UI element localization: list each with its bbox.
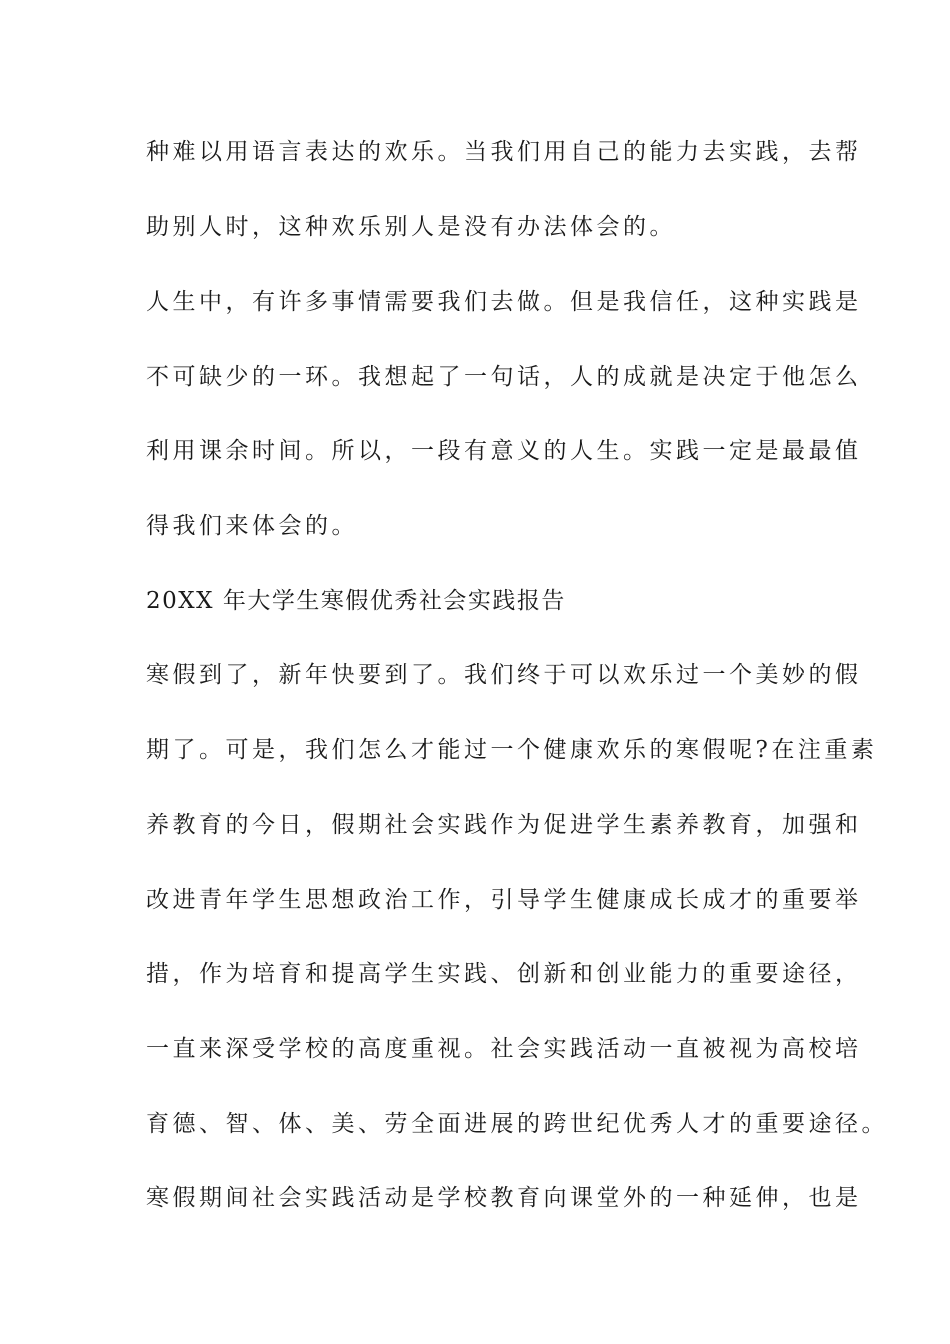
text-line: 得我们来体会的。 xyxy=(146,513,358,539)
text-line: 种难以用语言表达的欢乐。当我们用自己的能力去实践，去帮 xyxy=(146,139,862,165)
text-line: 一直来深受学校的高度重视。社会实践活动一直被视为高校培 xyxy=(146,1036,862,1062)
text-line: 期了。可是，我们怎么才能过一个健康欢乐的寒假呢?在注重素 xyxy=(146,737,878,763)
text-line: 助别人时，这种欢乐别人是没有办法体会的。 xyxy=(146,214,676,240)
text-line: 利用课余时间。所以，一段有意义的人生。实践一定是最最值 xyxy=(146,438,862,464)
text-line: 寒假期间社会实践活动是学校教育向课堂外的一种延伸，也是 xyxy=(146,1185,862,1211)
text-line: 人生中，有许多事情需要我们去做。但是我信任，这种实践是 xyxy=(146,289,862,315)
text-line: 改进青年学生思想政治工作，引导学生健康成长成才的重要举 xyxy=(146,887,862,913)
text-line: 育德、智、体、美、劳全面进展的跨世纪优秀人才的重要途径。 xyxy=(146,1111,888,1137)
text-line: 措，作为培育和提高学生实践、创新和创业能力的重要途径， xyxy=(146,961,862,987)
text-line: 养教育的今日，假期社会实践作为促进学生素养教育，加强和 xyxy=(146,812,862,838)
section-title: 20XX 年大学生寒假优秀社会实践报告 xyxy=(146,588,566,614)
text-line: 寒假到了，新年快要到了。我们终于可以欢乐过一个美妙的假 xyxy=(146,662,862,688)
text-line: 不可缺少的一环。我想起了一句话，人的成就是决定于他怎么 xyxy=(146,364,862,390)
